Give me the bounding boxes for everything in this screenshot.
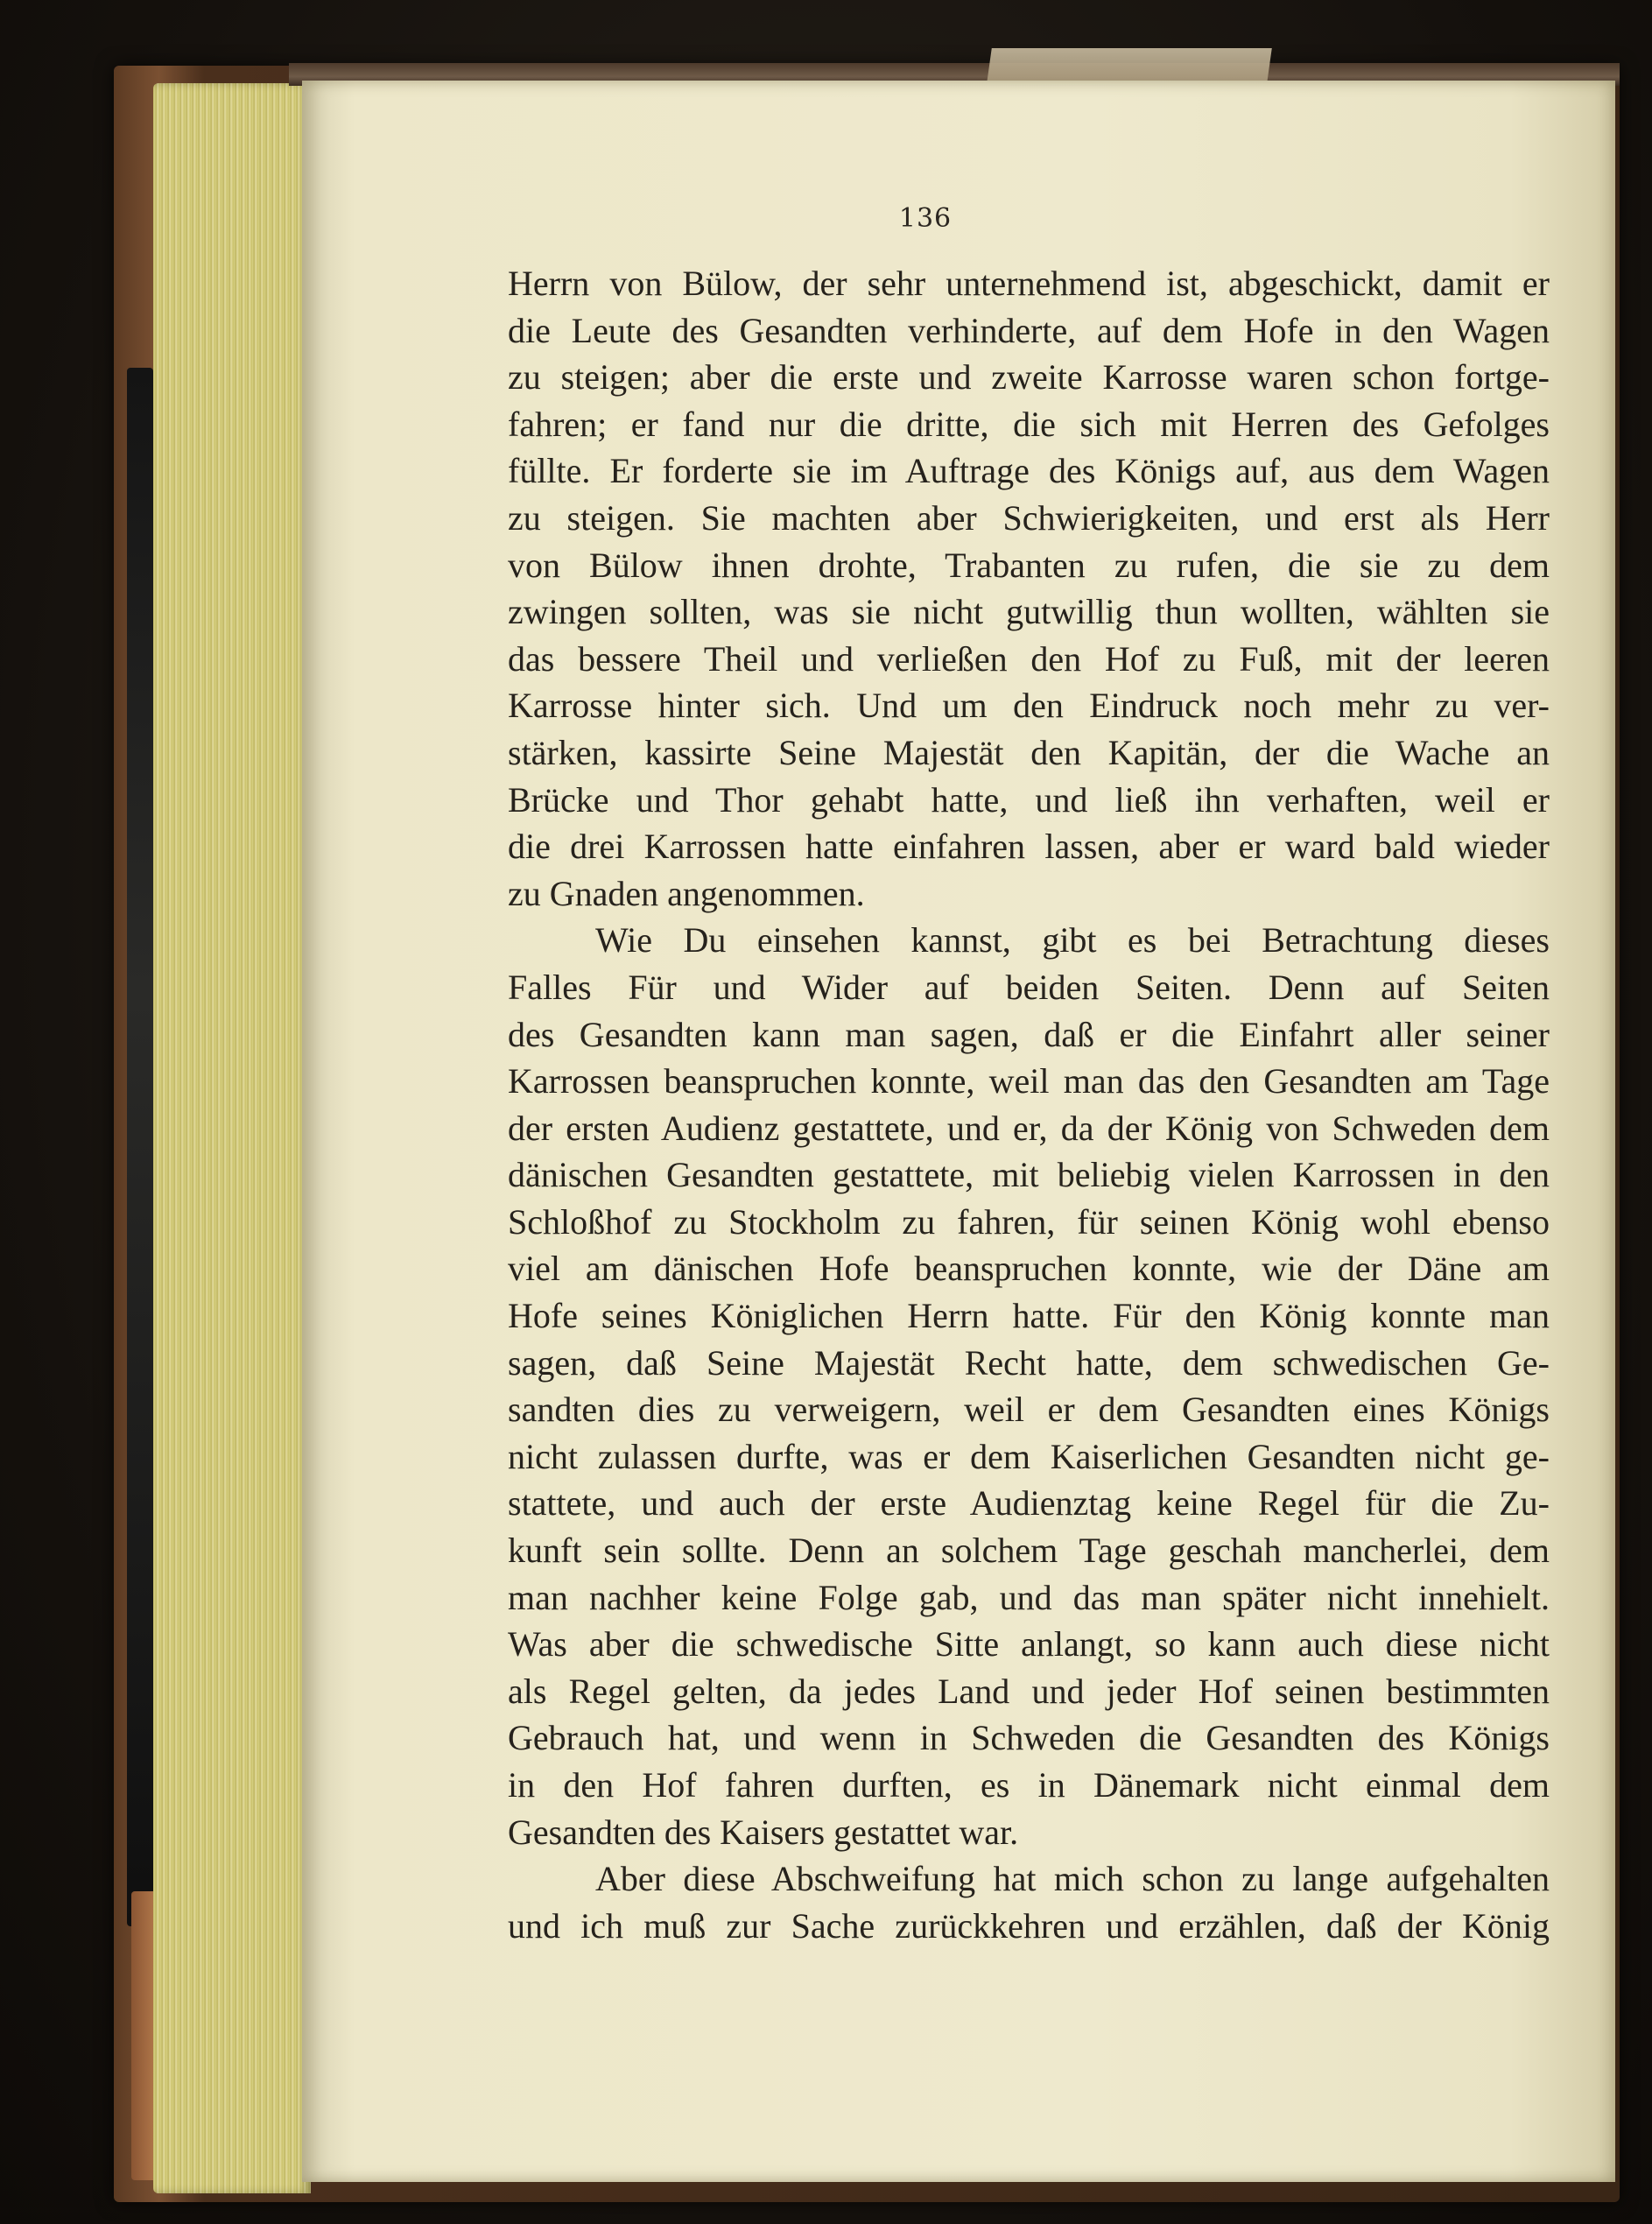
text-line: füllte. Er forderte sie im Auftrage des Königs auf, aus dem Wagen <box>508 451 1550 491</box>
page-text <box>508 260 1550 1949</box>
text-line: Brücke und Thor gehabt hatte, und ließ ihn verhaften, weil er <box>508 779 1550 820</box>
book-spine <box>127 368 153 1926</box>
text-line: Aber diese Abschweifung hat mich schon zu lange aufgehalten <box>595 1859 1550 1899</box>
text-line: Herrn von Bülow, der sehr unternehmend ist, abgeschickt, damit er <box>508 264 1550 303</box>
text-line: Gebrauch hat, und wenn in Schweden die Gesandten des Königs <box>508 1718 1550 1758</box>
text-line: Falles Für und Wider auf beiden Seiten. Denn auf Seiten <box>508 967 1550 1007</box>
text-line: zwingen sollten, was sie nicht gutwillig thun wollten, wählten sie <box>508 592 1550 632</box>
paper-tear <box>987 48 1272 83</box>
text-line: Karrossen beanspruchen konnte, weil man das den Gesandten am Tage <box>508 1061 1550 1101</box>
text-line: sandten dies zu verweigern, weil er dem Gesandten eines Königs <box>508 1390 1550 1430</box>
text-line: stärken, kassirte Seine Majestät den Kapitän, der die Wache an <box>508 732 1550 772</box>
text-line: als Regel gelten, da jedes Land und jeder Hof seinen bestimmten <box>508 1671 1550 1711</box>
text-line: nicht zulassen durfte, was er dem Kaiserlichen Gesandten nicht ge- <box>508 1436 1550 1476</box>
text-line: die Leute des Gesandten verhinderte, auf dem Hofe in den Wagen <box>508 310 1550 350</box>
text-line: fahren; er fand nur die dritte, die sich mit Herren des Gefolges <box>508 404 1550 444</box>
text-line: Wie Du einsehen kannst, gibt es bei Betrachtung dieses <box>595 920 1550 961</box>
text-line: Karrosse hinter sich. Und um den Eindruck noch mehr zu ver- <box>508 686 1550 726</box>
text-line: Schloßhof zu Stockholm zu fahren, für seinen König wohl ebenso <box>508 1201 1550 1242</box>
text-line: Hofe seines Königlichen Herrn hatte. Für den König konnte man <box>508 1296 1550 1336</box>
text-line: sagen, daß Seine Majestät Recht hatte, dem schwedischen Ge- <box>508 1342 1550 1383</box>
text-line: dänischen Gesandten gestattete, mit beliebig vielen Karrossen in den <box>508 1155 1550 1195</box>
text-line: der ersten Audienz gestattete, und er, da der König von Schweden dem <box>508 1108 1550 1148</box>
text-line: zu Gnaden angenommen. <box>508 873 865 913</box>
page-number: 136 <box>898 203 953 234</box>
text-line: Was aber die schwedische Sitte anlangt, so kann auch diese nicht <box>508 1624 1550 1664</box>
text-line: die drei Karrossen hatte einfahren lassen, aber er ward bald wieder <box>508 827 1550 867</box>
text-line: viel am dänischen Hofe beanspruchen konnte, wie der Däne am <box>508 1249 1550 1289</box>
text-line: zu steigen; aber die erste und zweite Karrosse waren schon fortge- <box>508 357 1550 398</box>
text-line: stattete, und auch der erste Audienztag keine Regel für die Zu- <box>508 1483 1550 1524</box>
text-line: und ich muß zur Sache zurückkehren und erzählen, daß der König <box>508 1905 1550 1946</box>
page-edges <box>153 83 311 2193</box>
text-line: von Bülow ihnen drohte, Trabanten zu rufen, die sie zu dem <box>508 545 1550 585</box>
book-page <box>302 81 1615 2182</box>
text-line: Gesandten des Kaisers gestattet war. <box>508 1812 1019 1852</box>
text-line: des Gesandten kann man sagen, daß er die Einfahrt aller seiner <box>508 1014 1550 1054</box>
text-line: kunft sein sollte. Denn an solchem Tage geschah mancherlei, dem <box>508 1531 1550 1571</box>
text-line: in den Hof fahren durften, es in Dänemark nicht einmal dem <box>508 1765 1550 1805</box>
text-line: das bessere Theil und verließen den Hof zu Fuß, mit der leeren <box>508 638 1550 679</box>
text-line: man nachher keine Folge gab, und das man später nicht innehielt. <box>508 1577 1550 1617</box>
text-line: zu steigen. Sie machten aber Schwierigkeiten, und erst als Herr <box>508 497 1550 538</box>
